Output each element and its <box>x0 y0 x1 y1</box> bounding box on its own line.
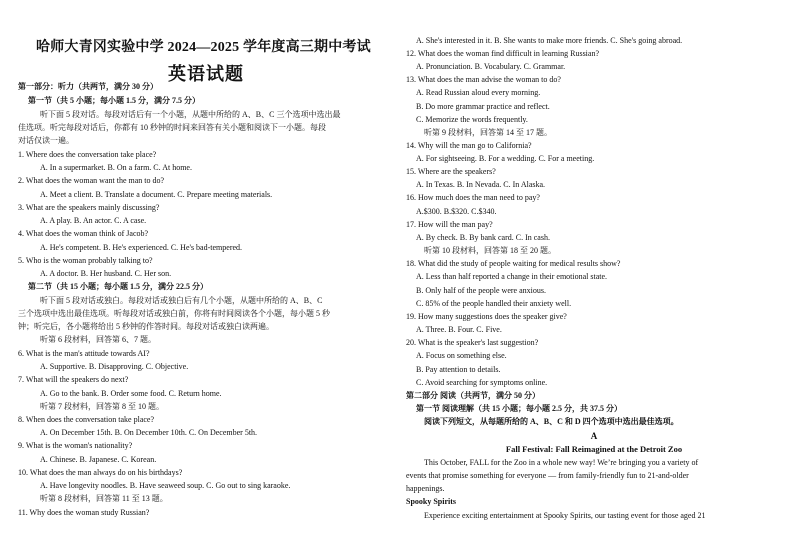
left-text-line: 3. What are the speakers mainly discussing? <box>18 203 160 212</box>
left-text-line: 第二节（共 15 小题；每小题 1.5 分，满分 22.5 分） <box>28 282 208 291</box>
left-text-line: 第一节（共 5 小题；每小题 1.5 分，满分 7.5 分） <box>28 96 200 105</box>
left-text-line: 佳选项。听完每段对话后，你都有 10 秒钟的时间来回答有关小题和阅读下一小题。每段 <box>18 123 326 132</box>
right-text-line: 15. Where are the speakers? <box>406 167 496 176</box>
article-para1-line3: happenings. <box>406 484 445 493</box>
left-text-line: 4. What does the woman think of Jacob? <box>18 229 149 238</box>
right-text-line: A. For sightseeing. B. For a wedding. C. For a meeting. <box>416 154 595 163</box>
left-text-line: 10. What does the man always do on his birthdays? <box>18 468 183 477</box>
left-text-line: 6. What is the man's attitude towards AI? <box>18 349 150 358</box>
left-text-line: 听下面 5 段对话。每段对话后有一个小题，从题中所给的 A、B、C 三个选项中选出最 <box>40 110 341 119</box>
right-text-line: C. Memorize the words frequently. <box>416 115 528 124</box>
right-text-line: 第二部分 阅读（共两节，满分 50 分） <box>406 391 540 400</box>
left-text-line: A. Chinese. B. Japanese. C. Korean. <box>40 455 157 464</box>
left-text-line: 听第 6 段材料，回答第 6、7 题。 <box>40 335 156 344</box>
right-text-line: 阅读下列短文，从每题所给的 A、B、C 和 D 四个选项中选出最佳选项。 <box>424 417 679 426</box>
right-text-line: A. Three. B. Four. C. Five. <box>416 325 502 334</box>
right-text-line: A. Focus on something else. <box>416 351 507 360</box>
right-text-line: 听第 9 段材料，回答第 14 至 17 题。 <box>424 128 552 137</box>
left-text-line: 听下面 5 段对话或独白。每段对话或独白后有几个小题，从题中所给的 A、B、C <box>40 296 323 305</box>
left-text-line: 1. Where does the conversation take place? <box>18 150 157 159</box>
right-text-line: 16. How much does the man need to pay? <box>406 193 540 202</box>
right-text-line: 听第 10 段材料，回答第 18 至 20 题。 <box>424 246 556 255</box>
subject-title: 英语试题 <box>168 64 244 84</box>
right-text-line: C. Avoid searching for symptoms online. <box>416 378 548 387</box>
left-text-line: 7. What will the speakers do next? <box>18 375 129 384</box>
left-text-line: A. A doctor. B. Her husband. C. Her son. <box>40 269 172 278</box>
left-text-line: 对话仅读一遍。 <box>18 136 74 145</box>
right-text-line: 第一节 阅读理解（共 15 小题；每小题 2.5 分，共 37.5 分） <box>416 404 622 413</box>
left-text-line: A. On December 15th. B. On December 10th. C. On December 5th. <box>40 428 258 437</box>
right-text-line: A.$300. B.$320. C.$340. <box>416 207 497 216</box>
right-text-line: C. 85% of the people handled their anxiety well. <box>416 299 572 308</box>
left-text-line: 9. What is the woman's nationality? <box>18 441 133 450</box>
left-text-line: 听第 8 段材料，回答第 11 至 13 题。 <box>40 494 168 503</box>
article-subheading: Spooky Spirits <box>406 497 457 506</box>
left-text-line: A. Go to the bank. B. Order some food. C. Return home. <box>40 389 222 398</box>
left-text-line: A. In a supermarket. B. On a farm. C. At home. <box>40 163 192 172</box>
right-text-line: A. She's interested in it. B. She wants to make more friends. C. She's going abroad. <box>416 36 683 45</box>
right-text-line: A. Pronunciation. B. Vocabulary. C. Grammar. <box>416 62 566 71</box>
left-text-line: A. Supportive. B. Disapproving. C. Objective. <box>40 362 189 371</box>
left-text-line: A. Meet a client. B. Translate a document. C. Prepare meeting materials. <box>40 190 273 199</box>
article-para1-line1: This October, FALL for the Zoo in a whole new way! We’re bringing you a variety of <box>424 458 699 467</box>
right-text-line: A. Read Russian aloud every morning. <box>416 88 541 97</box>
left-text-line: 8. When does the conversation take place? <box>18 415 155 424</box>
left-text-line: A. Have longevity noodles. B. Have seaweed soup. C. Go out to sing karaoke. <box>40 481 291 490</box>
right-text-line: 17. How will the man pay? <box>406 220 493 229</box>
right-text-line: 20. What is the speaker's last suggestion? <box>406 338 539 347</box>
reading-section-letter: A <box>590 431 598 441</box>
right-text-line: A. By check. B. By bank card. C. In cash. <box>416 233 550 242</box>
right-text-line: 18. What did the study of people waiting for medical results show? <box>406 259 621 268</box>
right-text-line: A. Less than half reported a change in their emotional state. <box>416 272 608 281</box>
left-text-line: 钟；听完后，各小题将给出 5 秒钟的作答时间。每段对话或独白读两遍。 <box>18 322 274 331</box>
article-title: Fall Festival: Fall Reimagined at the Detroit Zoo <box>505 444 683 454</box>
left-text-line: 11. Why does the woman study Russian? <box>18 508 150 517</box>
left-text-line: 第一部分：听力（共两节，满分 30 分） <box>18 82 158 91</box>
right-text-line: B. Only half of the people were anxious. <box>416 286 546 295</box>
left-text-line: A. He's competent. B. He's experienced. C. He's bad-tempered. <box>40 243 243 252</box>
article-para1-line2: events that promise something for everyone — from family-friendly fun to 21-and-older <box>406 471 689 480</box>
right-text-line: 13. What does the man advise the woman to do? <box>406 75 561 84</box>
right-text-line: B. Do more grammar practice and reflect. <box>416 102 550 111</box>
left-text-line: A. A play. B. An actor. C. A case. <box>40 216 147 225</box>
left-text-line: 三个选项中选出最佳选项。听每段对话或独白前，你将有时间阅读各个小题，每小题 5 秒 <box>18 309 330 318</box>
right-text-line: 12. What does the woman find difficult in learning Russian? <box>406 49 599 58</box>
left-text-line: 5. Who is the woman probably talking to? <box>18 256 153 265</box>
article-para2-line1: Experience exciting entertainment at Spooky Spirits, our tasting event for those aged 21 <box>424 511 706 520</box>
left-text-line: 2. What does the woman want the man to do? <box>18 176 165 185</box>
exam-title: 哈师大青冈实验中学 2024—2025 学年度高三期中考试 <box>36 40 371 55</box>
right-text-line: 14. Why will the man go to California? <box>406 141 532 150</box>
left-text-line: 听第 7 段材料，回答第 8 至 10 题。 <box>40 402 164 411</box>
right-text-line: A. In Texas. B. In Nevada. C. In Alaska. <box>416 180 546 189</box>
right-text-line: B. Pay attention to details. <box>416 365 501 374</box>
right-text-line: 19. How many suggestions does the speaker give? <box>406 312 567 321</box>
